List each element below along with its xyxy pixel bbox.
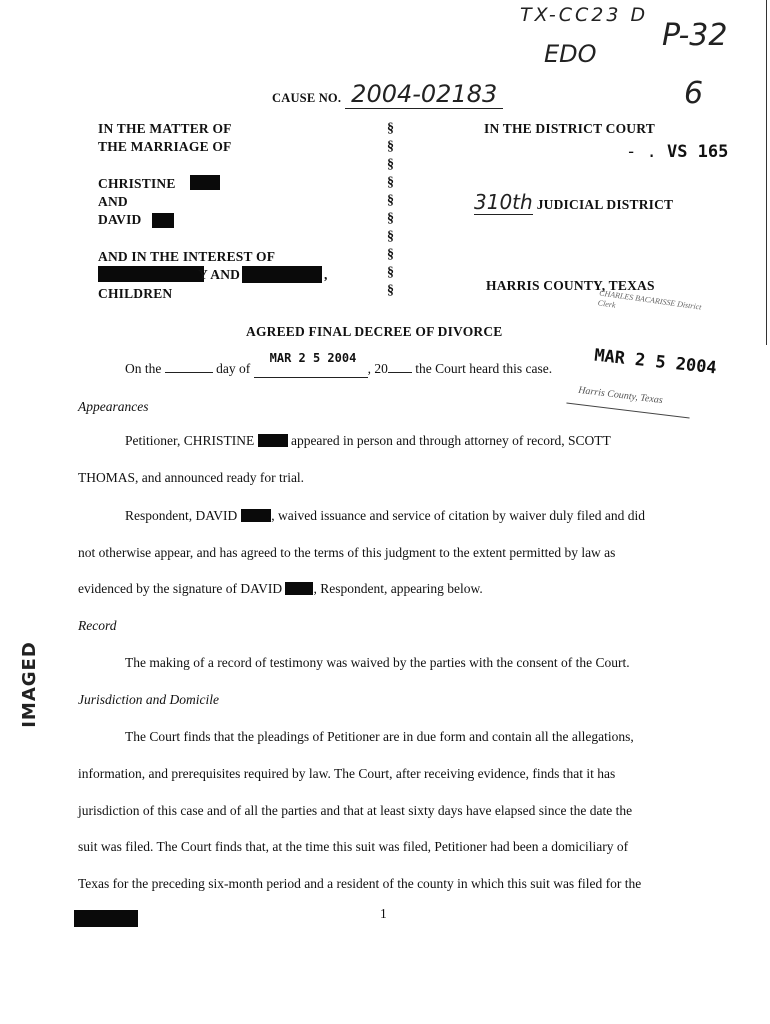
section-symbol: § <box>387 211 394 226</box>
clerk-seal: CHARLES BACARISSE District Clerk <box>597 288 703 312</box>
section-symbol: § <box>387 229 394 244</box>
section-symbol: § <box>387 157 394 172</box>
section-symbol: § <box>387 193 394 208</box>
paragraph-line: not otherwise appear, and has agreed to the terms of this judgment to the extent permitted by law as <box>78 545 616 560</box>
section-appearances: Appearances <box>78 399 149 414</box>
cause-number: 2004-02183 <box>345 80 503 109</box>
year-prefix: , 20 <box>367 361 388 376</box>
redaction-box <box>152 213 174 228</box>
paragraph-respondent <box>125 508 645 524</box>
filed-date-stamp: MAR 2 5 2004 <box>593 345 718 379</box>
paragraph-line: information, and prerequisites required by law. The Court, after receiving evidence, finds that it has <box>78 766 616 781</box>
page-ref-annotation: P-32 <box>662 18 728 53</box>
caption-line-2: THE MARRIAGE OF <box>98 139 232 154</box>
district-label: JUDICIAL DISTRICT <box>536 197 674 212</box>
paragraph-line: THOMAS, and announced ready for trial. <box>78 470 305 485</box>
respondent-text: Respondent, DAVID <box>125 508 238 523</box>
filed-county-stamp: Harris County, Texas <box>577 384 664 407</box>
redaction-box <box>241 509 271 522</box>
caption-line-8: CHILDREN <box>98 286 173 301</box>
caption-line-6: AND IN THE INTEREST OF <box>98 249 276 264</box>
caption-line-4: AND <box>98 194 128 209</box>
section-symbol: § <box>387 175 394 190</box>
paragraph-line: Texas for the preceding six-month period and a resident of the county in which this suit was filed for the <box>78 876 642 891</box>
redaction-box <box>258 434 288 447</box>
section-jurisdiction: Jurisdiction and Domicile <box>78 692 219 707</box>
cause-label: CAUSE NO. <box>272 91 342 105</box>
paragraph-line <box>78 581 483 597</box>
year-blank <box>388 360 412 373</box>
section-symbol: § <box>387 265 394 280</box>
district-number: 310th <box>474 190 533 214</box>
caption-line-3: CHRISTINE <box>98 176 176 191</box>
hearing-line <box>125 351 553 378</box>
district-row <box>474 190 673 214</box>
cause-number-row <box>272 80 503 108</box>
redaction-box <box>242 266 322 283</box>
date-blank <box>254 351 368 378</box>
page-edge-line <box>766 0 767 345</box>
paragraph-record: The making of a record of testimony was waived by the parties with the consent of the Court. <box>125 655 630 670</box>
caption-line-5: DAVID <box>98 212 142 227</box>
redaction-box <box>98 266 204 282</box>
hearing-prefix: On the <box>125 361 162 376</box>
signature-text-cont: , Respondent, appearing below. <box>313 581 483 596</box>
page-number: 1 <box>380 906 387 921</box>
section-symbol: § <box>387 121 394 136</box>
paragraph-line: jurisdiction of this case and of all the parties and that at least sixty days have elapsed since the date the <box>78 803 633 818</box>
paragraph-petitioner <box>125 433 611 449</box>
six-annotation: 6 <box>684 76 704 111</box>
signature-text: evidenced by the signature of DAVID <box>78 581 283 596</box>
paragraph-line: The Court finds that the pleadings of Petitioner are in due form and contain all the allegations, <box>125 729 634 744</box>
initials-annotation: EDO <box>544 40 597 68</box>
section-symbol: § <box>387 247 394 262</box>
section-symbol: § <box>387 283 394 298</box>
vs-code-stamp: - . VS 165 <box>626 142 729 162</box>
day-blank <box>165 360 213 373</box>
redaction-box <box>190 175 220 190</box>
petitioner-text-cont: appeared in person and through attorney of record, SCOTT <box>290 433 611 448</box>
decree-title: AGREED FINAL DECREE OF DIVORCE <box>246 324 503 339</box>
court-name: IN THE DISTRICT COURT <box>484 121 655 136</box>
top-code-annotation: TX-CC23 D <box>520 4 649 26</box>
hearing-suffix: the Court heard this case. <box>415 361 553 376</box>
vs-code: VS 165 <box>666 142 729 162</box>
county-name: HARRIS COUNTY, TEXAS <box>486 278 655 293</box>
caption-comma: , <box>324 267 328 282</box>
caption-line-7: Y AND <box>198 267 241 282</box>
caption-line-1: IN THE MATTER OF <box>98 121 232 136</box>
redaction-box <box>285 582 313 595</box>
petitioner-text: Petitioner, CHRISTINE <box>125 433 255 448</box>
section-record: Record <box>78 618 117 633</box>
respondent-text-cont: , waived issuance and service of citation by waiver duly filed and did <box>271 508 646 523</box>
section-symbol: § <box>387 139 394 154</box>
date-stamp: MAR 2 5 2004 <box>269 351 357 365</box>
stamp-underline <box>566 402 689 418</box>
paragraph-line: suit was filed. The Court finds that, at the time this suit was filed, Petitioner had been a domiciliary of <box>78 839 629 854</box>
day-label: day of <box>216 361 251 376</box>
imaged-side-stamp: IMAGED <box>18 641 40 728</box>
footer-redaction-box <box>74 910 138 927</box>
